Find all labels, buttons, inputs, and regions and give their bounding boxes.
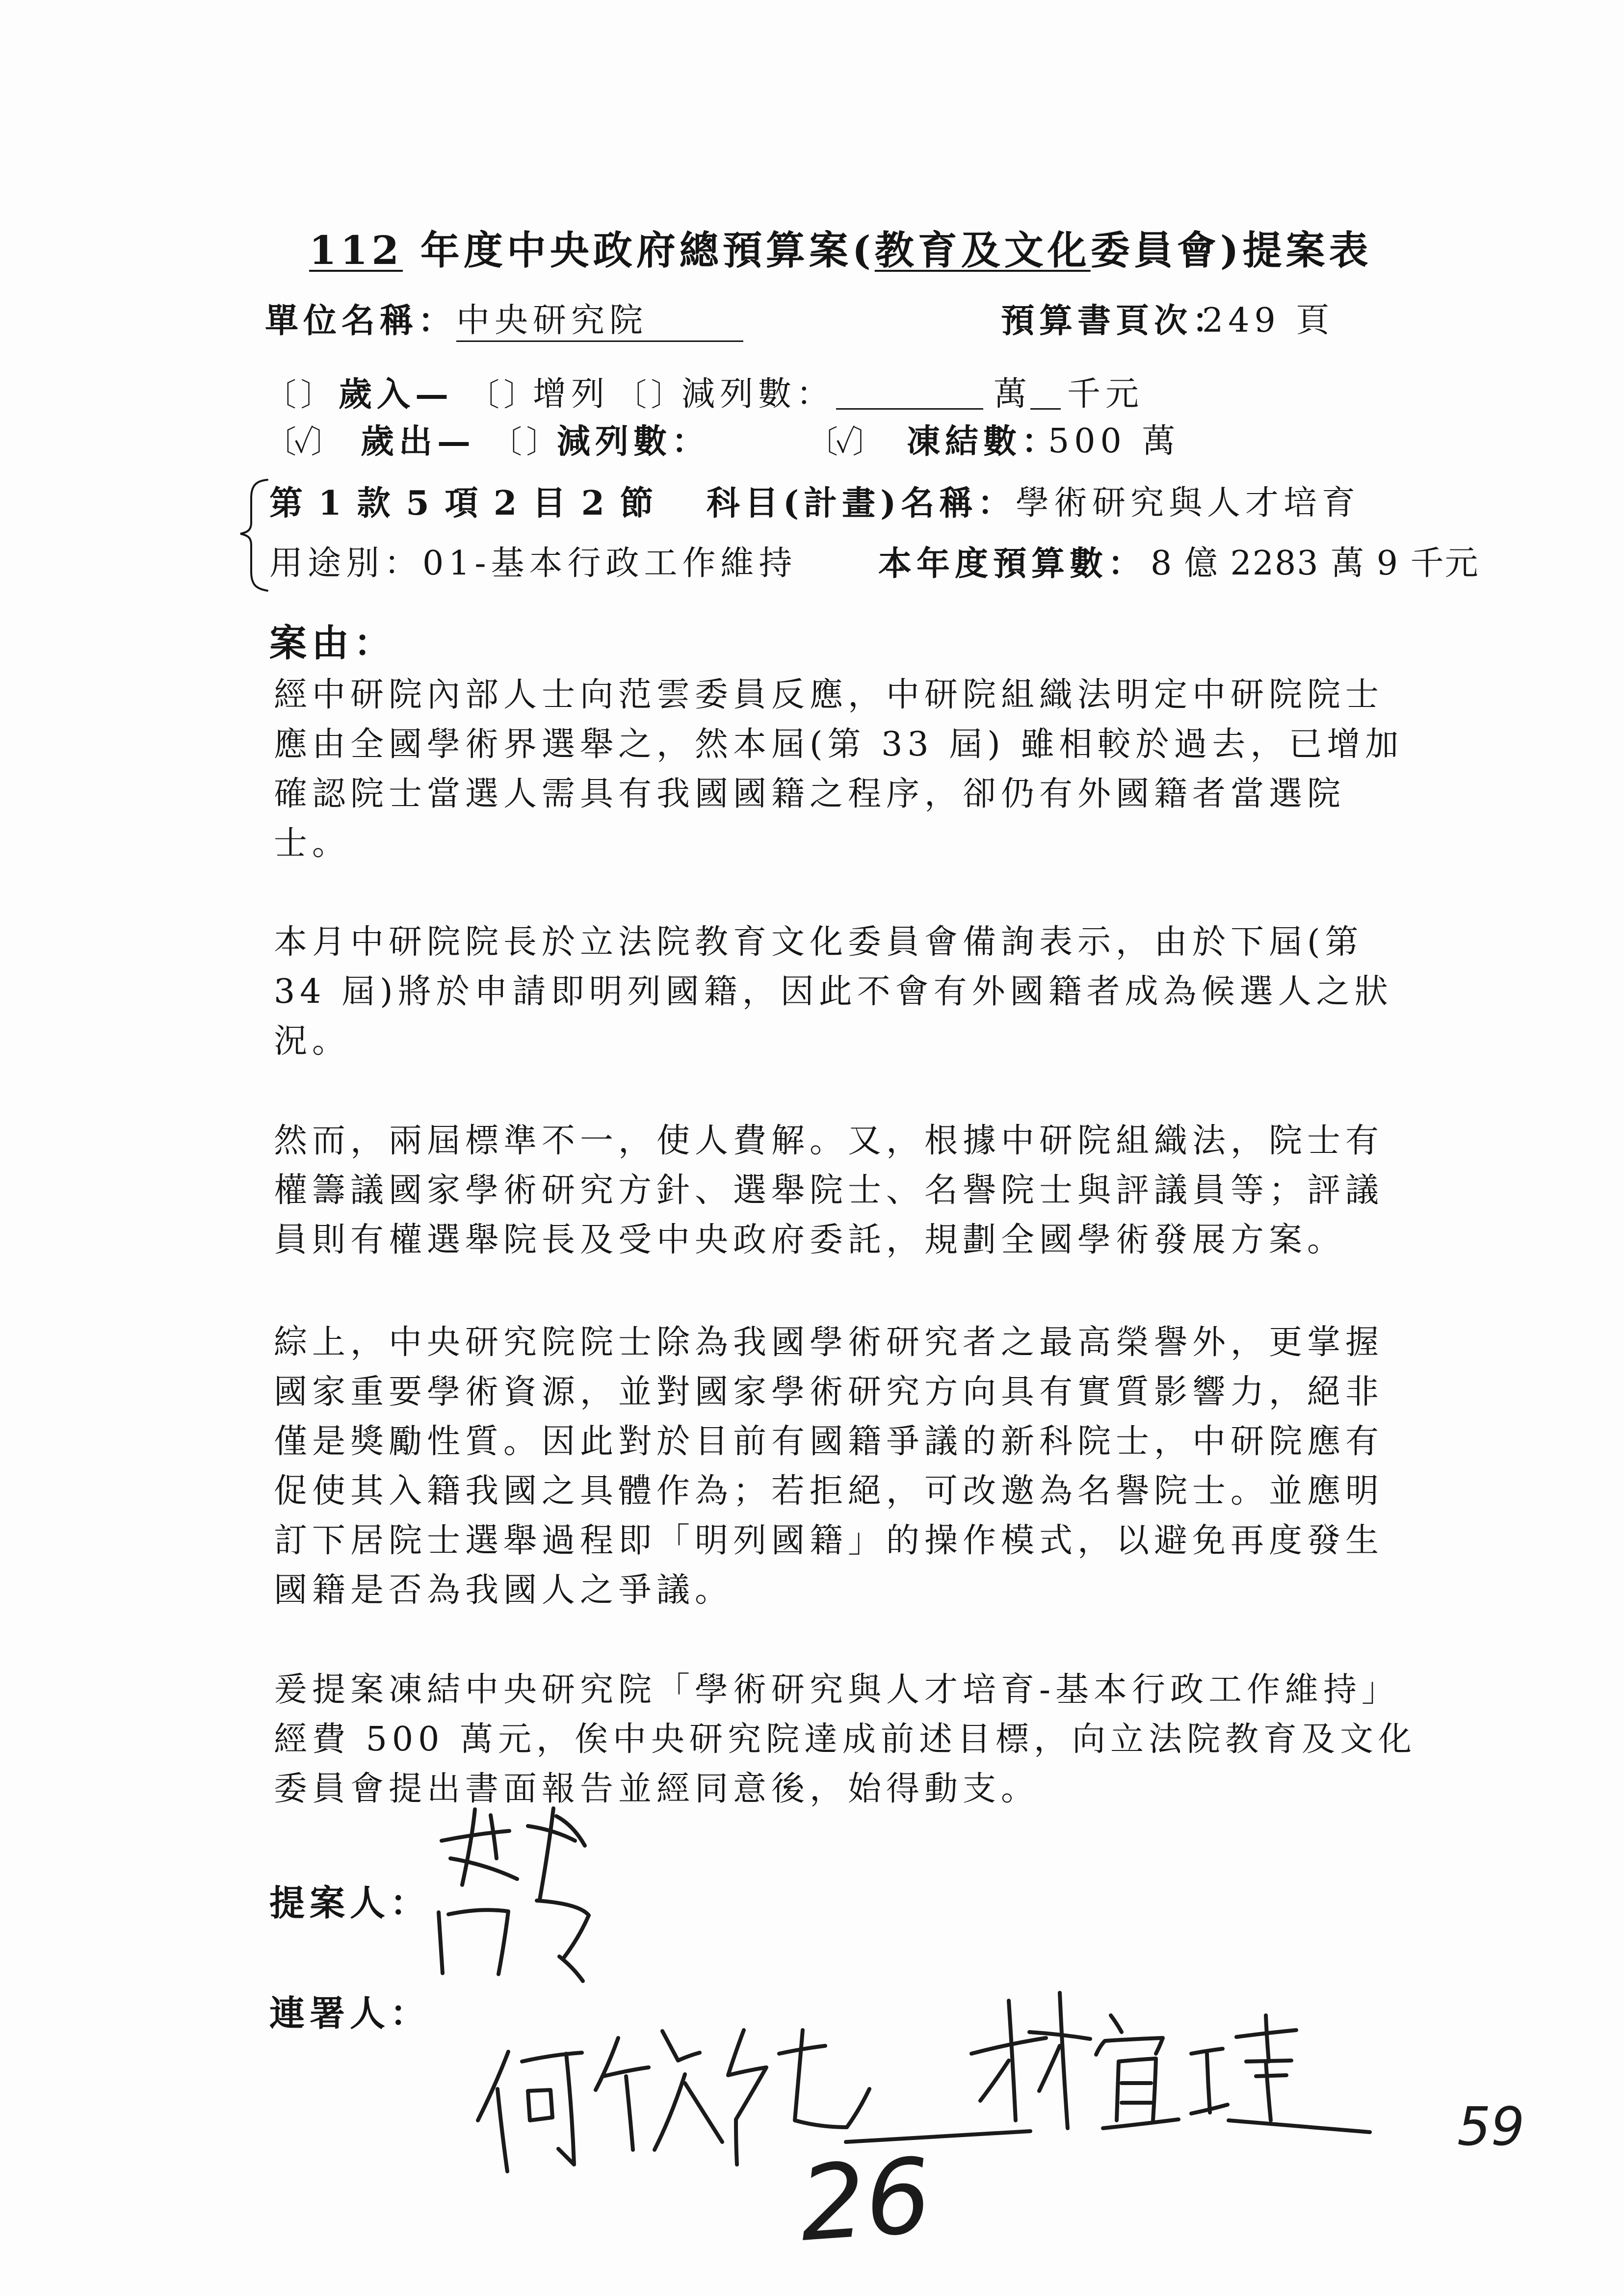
paragraph-line: 僅是獎勵性質。因此對於目前有國籍爭議的新科院士，中研院應有 (274, 1422, 1384, 1461)
title-text-part2: 委員會)提案表 (1090, 227, 1372, 273)
title-committee: 教育及文化 (874, 227, 1091, 273)
expenditure-decrease-label: 減列數： (557, 422, 710, 461)
paragraph-line: 確認院士當選人需具有我國國籍之程序，卻仍有外國籍者當選院 (274, 775, 1346, 813)
proposer-signature (417, 1796, 623, 2002)
unit-value-wrapper (456, 301, 743, 342)
paragraph-line: 爰提案凍結中央研究院「學術研究與人才培育-基本行政工作維持」 (274, 1670, 1400, 1709)
paragraph-line: 經中研院內部人士向范雲委員反應，中研院組織法明定中研院院士 (274, 676, 1384, 714)
paragraph-line: 本月中研院院長於立法院教育文化委員會備詢表示，由於下屆(第 (274, 923, 1363, 962)
paragraph-line: 況。 (274, 1022, 351, 1061)
unit-value: 中央研究院 (456, 304, 743, 342)
budget-label: 本年度預算數： (878, 544, 1147, 583)
page-ref-label: 預算書頁次： (1001, 301, 1231, 340)
paragraph-line: 應由全國學術界選舉之，然本屆(第 33 屆) 雖相較於過去，已增加 (274, 725, 1404, 764)
left-brace (231, 471, 270, 599)
paragraph-line: 國籍是否為我國人之爭議。 (274, 1571, 733, 1610)
paragraph-line: 綜上，中央研究院院士除為我國學術研究者之最高榮譽外，更掌握 (274, 1323, 1384, 1362)
revenue-checkbox: 〔 〕 (265, 377, 329, 414)
reason-paragraph-4 (274, 1318, 1384, 1615)
paragraph-line: 訂下居院士選舉過程即「明列國籍」的操作模式，以避免再度發生 (274, 1521, 1384, 1560)
reason-paragraph-2 (274, 917, 1393, 1066)
title-text-part1: 年度中央政府總預算案( (403, 227, 875, 273)
proposer-label: 提案人： (269, 1882, 431, 1924)
reason-paragraph-1 (274, 670, 1403, 868)
cosigner-label: 連署人： (269, 1992, 431, 2034)
revenue-increase-checkbox: 〔 〕 (468, 377, 532, 414)
reason-label: 案由： (269, 621, 396, 665)
account-section: 第 1 款 5 項 2 目 2 節 (269, 484, 655, 523)
subject-value: 學術研究與人才培育 (1016, 484, 1361, 522)
paragraph-line: 委員會提出書面報告並經同意後，始得動支。 (274, 1770, 1040, 1808)
freeze-checkbox: 〔✓〕 (807, 424, 881, 461)
freeze-label: 凍結數： (907, 422, 1060, 461)
page-ref-value: 249 頁 (1202, 301, 1335, 340)
reason-paragraph-5 (274, 1665, 1416, 1814)
paragraph-line: 經費 500 萬元，俟中央研究院達成前述目標，向立法院教育及文化 (274, 1720, 1417, 1759)
form-title (309, 227, 1372, 273)
expenditure-decrease-checkbox: 〔 〕 (491, 424, 555, 461)
revenue-amount-blank (836, 408, 983, 410)
proposer-signature-strokes (439, 1808, 589, 1981)
revenue-unit-wan: 萬 (994, 375, 1032, 414)
expenditure-checkbox: 〔✓〕 (265, 424, 340, 461)
usage-category: 用途別：01-基本行政工作維持 (269, 544, 797, 583)
subject-label: 科目(計畫)名稱： (707, 484, 1016, 523)
revenue-increase-label: 增列 (533, 375, 610, 414)
reason-paragraph-3 (274, 1116, 1384, 1265)
paragraph-line: 促使其入籍我國之具體作為；若拒絕，可改邀為名譽院士。並應明 (274, 1472, 1384, 1511)
title-year: 112 (309, 227, 403, 273)
revenue-decrease-label: 減列數： (681, 375, 835, 414)
paragraph-line: 34 屆)將於申請即明列國籍，因此不會有外國籍者成為候選人之狀 (274, 972, 1393, 1011)
budget-value: 8 億 2283 萬 9 千元 (1151, 544, 1479, 583)
paragraph-line: 然而，兩屆標準不一，使人費解。又，根據中研院組織法，院士有 (274, 1122, 1384, 1160)
freeze-value: 500 萬 (1048, 422, 1180, 461)
handwritten-count: 26 (795, 2135, 935, 2265)
cosigner-signature-2-strokes (846, 1993, 1370, 2142)
paragraph-line: 權籌議國家學術研究方針、選舉院士、名譽院士與評議員等；評議 (274, 1171, 1384, 1210)
paragraph-line: 士。 (274, 824, 351, 863)
paragraph-line: 國家重要學術資源，並對國家學術研究方向具有實質影響力，絕非 (274, 1373, 1384, 1411)
revenue-qian-blank (1030, 408, 1061, 410)
paragraph-line: 員則有權選舉院長及受中央政府委託，規劃全國學術發展方案。 (274, 1221, 1346, 1259)
revenue-label: 歲入— (339, 375, 454, 414)
unit-label: 單位名稱： (265, 301, 457, 340)
handwritten-page-number: 59 (1457, 2096, 1525, 2158)
revenue-decrease-checkbox: 〔 〕 (615, 377, 680, 414)
revenue-unit-qian-yuan: 千元 (1067, 375, 1144, 414)
expenditure-label: 歲出— (361, 422, 476, 461)
